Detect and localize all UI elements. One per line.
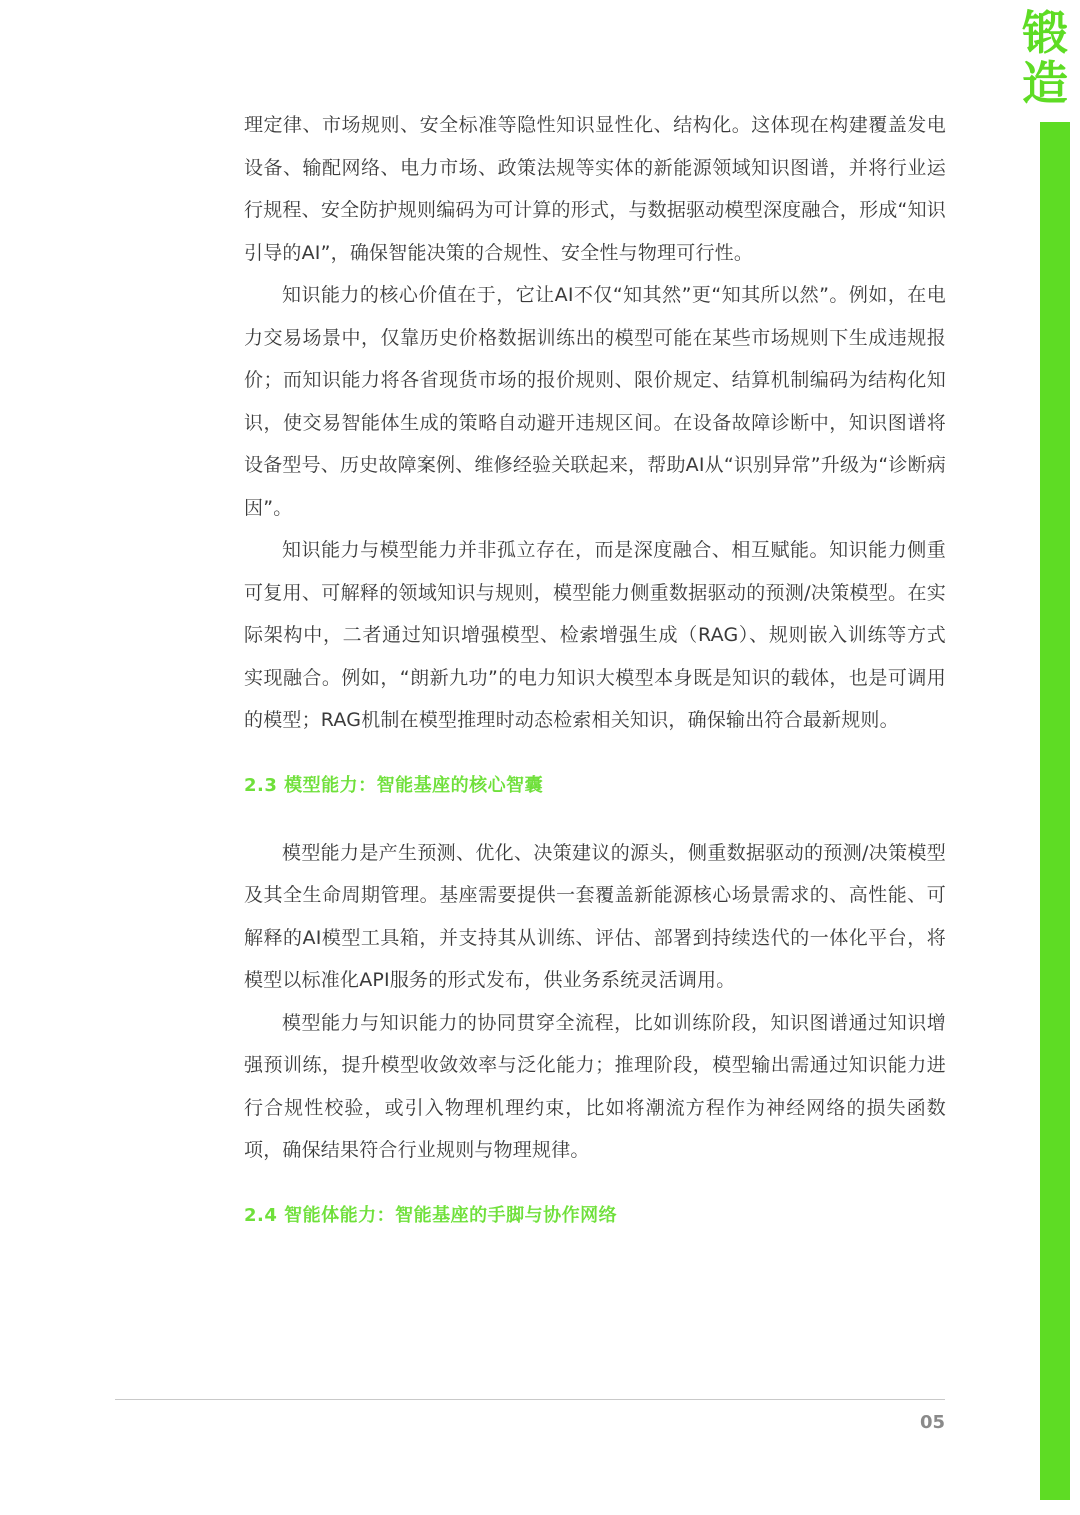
body-paragraph: 理定律、市场规则、安全标准等隐性知识显性化、结构化。这体现在构建覆盖发电设备、输配网络、电力市场、政策法规等实体的新能源领域知识图谱，并将行业运行规程、安全防护规则编码为可计算的形式，与数据驱动模型深度融合，形成“知识引导的AI”，确保智能决策的合规性、安全性与物理可行性。 <box>244 114 946 264</box>
brand-char-2: 造 <box>1022 56 1068 110</box>
page-content <box>244 104 946 1262</box>
section-heading: 2.4 智能体能力：智能基座的手脚与协作网络 <box>244 1204 618 1226</box>
body-paragraph: 知识能力与模型能力并非孤立存在，而是深度融合、相互赋能。知识能力侧重可复用、可解释的领域知识与规则，模型能力侧重数据驱动的预测/决策模型。在实际架构中，二者通过知识增强模型、检索增强生成（RAG）、规则嵌入训练等方式实现融合。例如，“朗新九功”的电力知识大模型本身既是知识的载体，也是可调用的模型；RAG机制在模型推理时动态检索相关知识，确保输出符合最新规则。 <box>244 539 946 731</box>
brand-char-1: 锻 <box>1022 6 1068 60</box>
page-number: 05 <box>919 1412 945 1433</box>
side-accent-bar <box>1040 122 1070 1500</box>
section-heading: 2.3 模型能力：智能基座的核心智囊 <box>244 774 544 796</box>
footer-divider <box>115 1399 945 1400</box>
brand-title <box>1016 8 1074 108</box>
body-paragraph: 模型能力与知识能力的协同贯穿全流程，比如训练阶段，知识图谱通过知识增强预训练，提升模型收敛效率与泛化能力；推理阶段，模型输出需通过知识能力进行合规性校验，或引入物理机理约束，比如将潮流方程作为神经网络的损失函数项，确保结果符合行业规则与物理规律。 <box>244 1011 946 1161</box>
body-paragraph: 模型能力是产生预测、优化、决策建议的源头，侧重数据驱动的预测/决策模型及其全生命周期管理。基座需要提供一套覆盖新能源核心场景需求的、高性能、可解释的AI模型工具箱，并支持其从训练、评估、部署到持续迭代的一体化平台，将模型以标准化API服务的形式发布，供业务系统灵活调用。 <box>244 841 946 991</box>
body-paragraph: 知识能力的核心价值在于，它让AI不仅“知其然”更“知其所以然”。例如，在电力交易场景中，仅靠历史价格数据训练出的模型可能在某些市场规则下生成违规报价；而知识能力将各省现货市场的报价规则、限价规定、结算机制编码为结构化知识，使交易智能体生成的策略自动避开违规区间。在设备故障诊断中，知识图谱将设备型号、历史故障案例、维修经验关联起来，帮助AI从“识别异常”升级为“诊断病因”。 <box>244 284 946 519</box>
